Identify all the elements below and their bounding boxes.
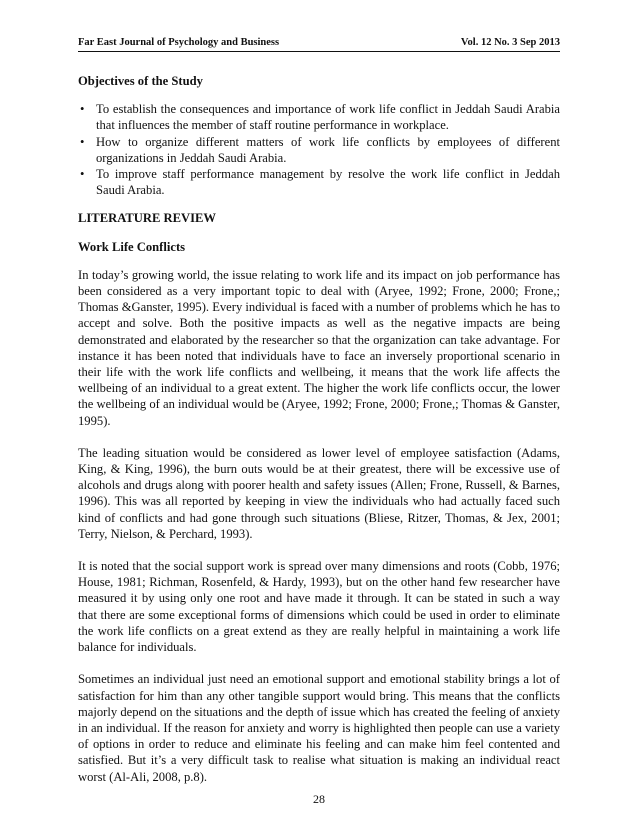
objective-item [78, 101, 560, 133]
objective-item [78, 166, 560, 198]
objective-text: To improve staff performance management by resolve the work life conflict in Jeddah Saudi Arabia. [96, 167, 560, 198]
paragraph: In today’s growing world, the issue relating to work life and its impact on job performance has been considered as a very important topic to deal with (Aryee, 1992; Frone, 2000; Frone,; Thomas &Ganster, 1995). Every individual is faced with a number of problems which he has to accept and solve. Both the positive impacts as well as the negative impacts are being demonstrated and elaborated by the researcher so that the organization can take advantage. For instance it has been noted that individuals have to face an inversely proportional scenario in their life with the work life conflicts and wellbeing, it means that the work life affects the wellbeing of an individual to a great extent. The higher the work life conflicts occur, the lower the wellbeing of an individual would be (Aryee, 1992; Frone, 2000; Frone,; Thomas & Ganster, 1995). [78, 267, 560, 428]
paragraph: Sometimes an individual just need an emotional support and emotional stability brings a lot of satisfaction for him than any other tangible support would bring. This means that the conflicts majorly depend on the situations and the depth of issue which has created the feeling of anxiety in an individual. If the reason for anxiety and worry is highlighted then people can use a variety of options in order to reduce and eliminate his feeling and can make him feel contented and satisfied. But it’s a very difficult task to realise what situation is making an individual react worst (Al-Ali, 2008, p.8). [78, 672, 560, 784]
literature-review-heading: LITERATURE REVIEW [78, 211, 216, 226]
bullet-icon: • [80, 102, 85, 117]
paragraph: The leading situation would be considered as lower level of employee satisfaction (Adams, King, & King, 1996), the burn outs would be at their greatest, there will be excessive use of alcohols and drugs along with poorer health and safety issues (Allen; Frone, Russell, & Barnes, 1996). This was all reported by keeping in view the individuals who had actually faced such kind of conflicts and had gone through such situations (Bliese, Ritzer, Thomas, & Jex, 2001; Terry, Nielson, & Perchard, 1993). [78, 445, 560, 541]
page-number: 28 [313, 792, 325, 806]
paragraph: It is noted that the social support work is spread over many dimensions and roots (Cobb, 1976; House, 1981; Richman, Rosenfeld, & Hardy, 1993), but on the other hand few researcher have measured it by using only one root and have made it through. It can be stated in such a way that there are some exceptional forms of dimensions which could be used in order to eliminate the work life conflicts on a great extend as they are really helpful in maintaining a work life balance for individuals. [78, 559, 560, 655]
objective-text: To establish the consequences and importance of work life conflict in Jeddah Saudi Arabia that influences the member of staff routine performance in workplace. [96, 102, 560, 133]
running-header [78, 36, 560, 52]
objectives-heading: Objectives of the Study [78, 74, 203, 88]
work-life-conflicts-heading: Work Life Conflicts [78, 239, 186, 254]
main-content [78, 73, 560, 785]
objective-text: How to organize different matters of work life conflicts by employees of different organizations in Jeddah Saudi Arabia. [96, 134, 560, 165]
objective-item [78, 134, 560, 166]
bullet-icon: • [80, 167, 85, 182]
objectives-list [78, 101, 560, 198]
journal-title: Far East Journal of Psychology and Business [78, 37, 280, 48]
volume-info: Vol. 12 No. 3 Sep 2013 [460, 37, 560, 48]
bullet-icon: • [80, 134, 85, 149]
